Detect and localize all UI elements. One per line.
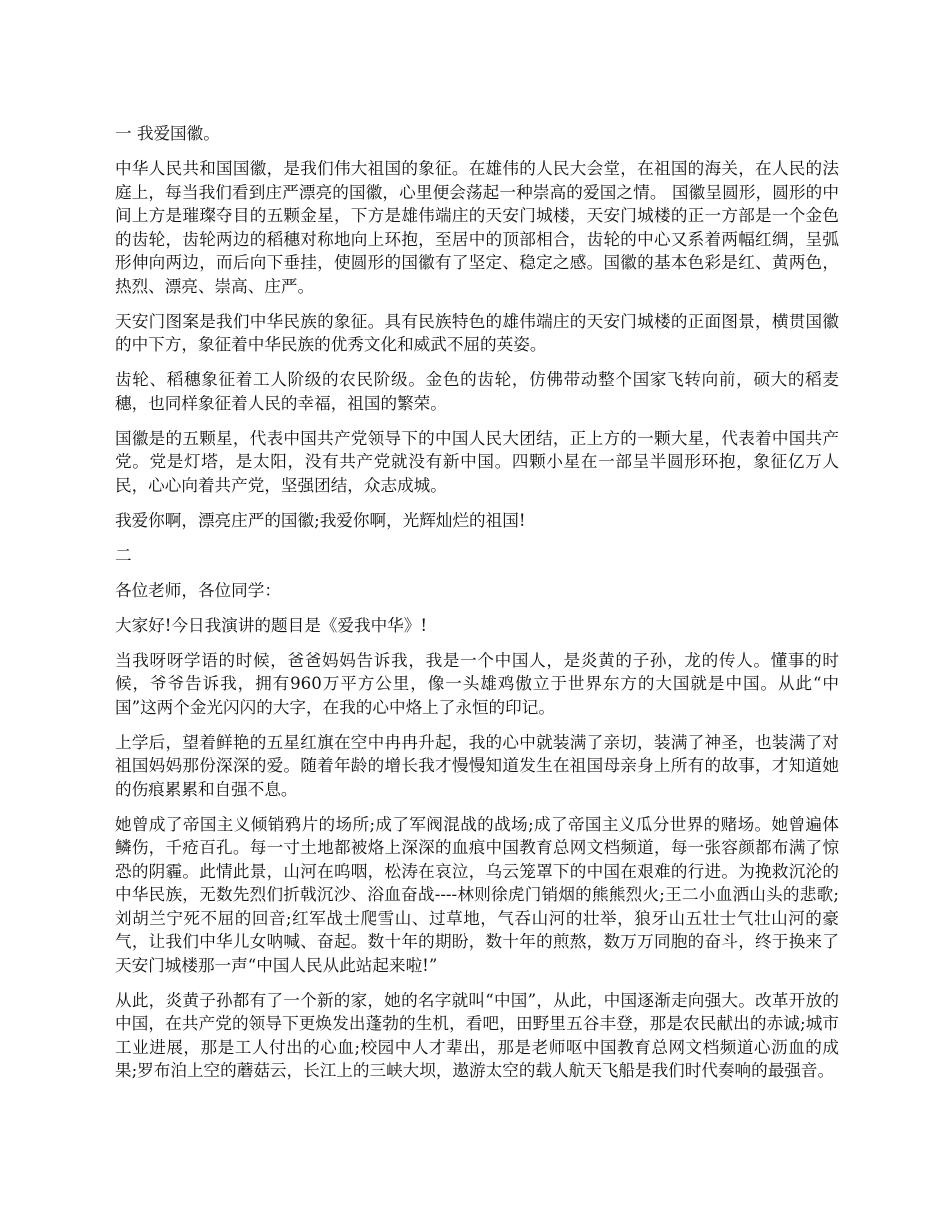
paragraph-childhood: 当我呀呀学语的时候，爸爸妈妈告诉我，我是一个中国人，是炎黄的子孙，龙的传人。懂事的时候，爷爷告诉我，拥有960万平方公里，像一头雄鸡傲立于世界东方的大国就是中国。从此“中国”这两个金光闪闪的大字，在我的心中烙上了永恒的印记。	[115, 650, 839, 717]
paragraph-love-emblem: 我爱你啊，漂亮庄严的国徽;我爱你啊，光辉灿烂的祖国!	[115, 510, 526, 530]
paragraph-emblem-intro: 中华人民共和国国徽，是我们伟大祖国的象征。在雄伟的人民大会堂，在祖国的海关，在人民的法庭上，每当我们看到庄严漂亮的国徽，心里便会荡起一种崇高的爱国之情。 国徽呈圆形，圆形的中间上方是璀璨夺目的五颗金星，下方是雄伟端庄的天安门城楼，天安门城楼的正一方部是一个金色的齿轮，齿轮两边的稻穗对称地向上环抱，至居中的顶部相合，齿轮的中心又系着两幅红绸，呈弧形伸向两边，而后向下垂挂，使圆形的国徽有了坚定、稳定之感。国徽的基本色彩是红、黄两色，热烈、漂亮、崇高、庄严。	[115, 159, 839, 296]
paragraph-reform: 从此，炎黄子孙都有了一个新的家，她的名字就叫“中国”，从此，中国逐渐走向强大。改革开放的中国，在共产党的领导下更焕发出蓬勃的生机，看吧，田野里五谷丰登，那是农民献出的赤诚;城市工业进展，那是工人付出的心血;校园中人才辈出，那是老师呕中国教育总网文档频道心沥血的成果;罗布泊上空的蘑菇云，长江上的三峡大坝，遨游太空的载人航天飞船是我们时代奏响的最强音。	[115, 990, 839, 1080]
paragraph-speech-title: 大家好!今日我演讲的题目是《爱我中华》!	[115, 615, 428, 635]
paragraph-tiananmen: 天安门图案是我们中华民族的象征。具有民族特色的雄伟端庄的天安门城楼的正面图景，横贯国徽的中下方，象征着中华民族的优秀文化和威武不屈的英姿。	[115, 311, 839, 354]
paragraph-five-stars: 国徽是的五颗星，代表中国共产党领导下的中国人民大团结，正上方的一颗大星，代表着中国共产党。党是灯塔，是太阳，没有共产党就没有新中国。四颗小星在一部呈半圆形环抱，象征亿万人民，心心向着共产党，坚强团结，众志成城。	[115, 428, 839, 495]
document-body	[115, 122, 839, 1094]
paragraph-gear-grain: 齿轮、稻穗象征着工人阶级的农民阶级。金色的齿轮，仿佛带动整个国家飞转向前，硕大的稻麦穗，也同样象征着人民的幸福，祖国的繁荣。	[115, 370, 839, 413]
paragraph-school: 上学后，望着鲜艳的五星红旗在空中冉冉升起，我的心中就装满了亲切，装满了神圣，也装满了对祖国妈妈那份深深的爱。随着年龄的增长我才慢慢知道发生在祖国母亲身上所有的故事，才知道她的伤痕累累和自强不息。	[115, 732, 839, 799]
section-two-heading: 二	[115, 545, 132, 565]
section-one-heading: 一 我爱国徽。	[115, 124, 220, 143]
paragraph-history: 她曾成了帝国主义倾销鸦片的场所;成了军阀混战的战场;成了帝国主义瓜分世界的赌场。她曾遍体鳞伤，千疮百孔。每一寸土地都被烙上深深的血痕中国教育总网文档频道，每一张容颜都布满了惊恐的阴霾。此情此景，山河在呜咽，松涛在哀泣，乌云笼罩下的中国在艰难的行进。为挽救沉沦的中华民族，无数先烈们折戟沉沙、浴血奋战----林则徐虎门销烟的熊熊烈火;王二小血洒山头的悲歌;刘胡兰宁死不屈的回音;红军战士爬雪山、过草地，气吞山河的壮举，狼牙山五壮士气壮山河的豪气，让我们中华儿女呐喊、奋起。数十年的期盼，数十年的煎熬，数万万同胞的奋斗，终于换来了天安门城楼那一声“中国人民从此站起来啦!”	[115, 814, 839, 975]
paragraph-greeting: 各位老师，各位同学：	[115, 580, 281, 600]
